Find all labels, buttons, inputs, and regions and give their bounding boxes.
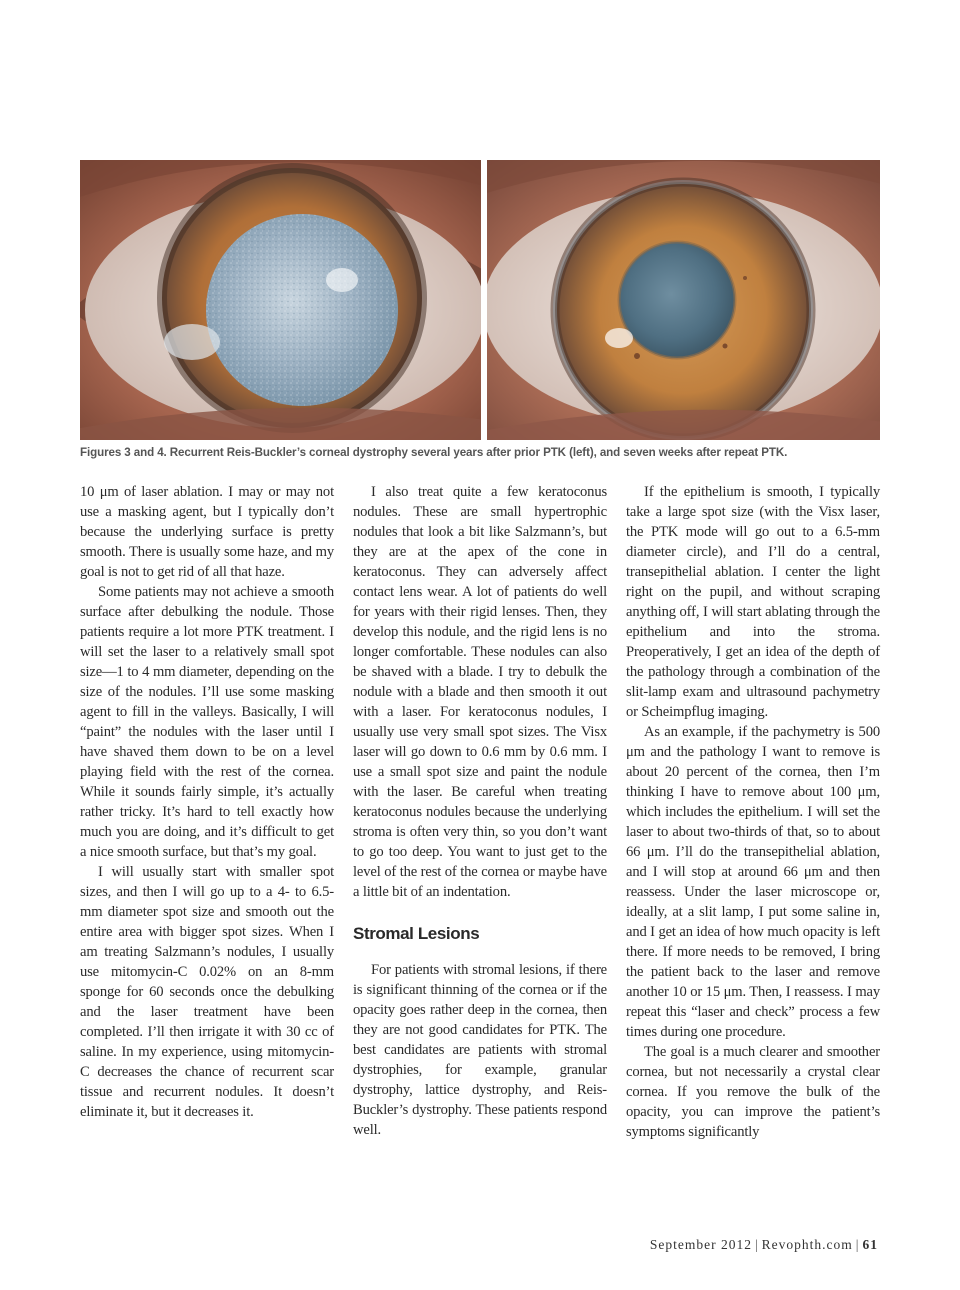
paragraph: If the epithelium is smooth, I typically take a large spot size (with the Visx laser, the PTK mode will go out to a 6.5-mm diameter circle), and I’ll do a central, transepithelial ablation. I center the light right on the pupil, and without scraping anything off, I will start ablating through the epithelium and into the stroma. Preoperatively, I get an idea of the depth of the pathology through a combination of the slit-lamp exam and ultrasound pachymetry or Scheimpflug imaging. [626, 484, 880, 720]
footer-date: September 2012 [649, 1237, 752, 1252]
text-column-1 [80, 482, 334, 1122]
paragraph: For patients with stromal lesions, if there is significant thinning of the cornea or if the opacity goes rather deep in the cornea, then they are not good candidates for PTK. The best candidates are patients with stromal dystrophies, for example, granular dystrophy, lattice dystrophy, and Reis-Buckler’s dystrophy. These patients respond well. [353, 962, 607, 1138]
page-footer [650, 1237, 878, 1253]
footer-site: Revophth.com [761, 1237, 853, 1252]
figure-caption: Figures 3 and 4. Recurrent Reis-Buckler’s corneal dystrophy several years after prior PTK (left), and seven weeks after repeat PTK. [80, 446, 788, 459]
paragraph: I also treat quite a few keratoconus nodules. These are small hypertrophic nodules that look a bit like Salzmann’s, but they are at the apex of the cone in keratoconus. They can adversely affect contact lens wear. A lot of patients do well for years with their rigid lenses. Then, they develop this nodule, and the rigid lens is no longer comfortable. These nodules can also be shaved with a blade. I try to debulk the nodule with a blade and then smooth it out with a laser. For keratoconus nodules, I usually use very small spot sizes. The Visx laser will go down to 0.6 mm by 0.6 mm. I use a small spot size and paint the nodule with the laser. Be careful when treating keratoconus nodules because the underlying stroma is often very thin, so you don’t want to go too deep. You want to just get to the level of the rest of the cornea or maybe have a little bit of an indentation. [353, 484, 607, 900]
page-number: 61 [862, 1237, 878, 1252]
text-column-2 [353, 482, 607, 1140]
figure-3-image [80, 160, 481, 440]
section-heading: Stromal Lesions [353, 924, 480, 943]
paragraph: I will usually start with smaller spot sizes, and then I will go up to a 4- to 6.5-mm diameter spot size and smooth out the entire area with bigger spot sizes. When I am treating Salzmann’s nodules, I usually use mitomycin-C 0.02% on an 8-mm sponge for 60 seconds once the debulking and the laser treatment have been completed. I’ll then irrigate it with 30 cc of saline. In my experience, using mitomycin-C decreases the chance of recurrent scar tissue and recurrent nodules. It doesn’t eliminate it, but it decreases it. [80, 864, 334, 1120]
paragraph: The goal is a much clearer and smoother cornea, but not necessarily a crystal clear cornea. If you remove the bulk of the opacity, you can improve the patient’s symptoms significantly [626, 1044, 880, 1140]
paragraph: 10 μm of laser ablation. I may or may not use a masking agent, but I typically don’t because the underlying surface is pretty smooth. There is usually some haze, and my goal is not to get rid of all that haze. [80, 484, 334, 580]
paragraph: As an example, if the pachymetry is 500 μm and the pathology I want to remove is about 20 percent of the cornea, then I’m thinking I have to remove about 100 μm, which includes the epithelium. I will set the laser to about two-thirds of that, so to about 66 μm. I’ll do the transepithelial ablation, and I will stop at around 66 μm and then reassess. Under the laser microscope or, ideally, at a slit lamp, I put some saline in, and I get an idea of how much opacity is left there. If more needs to be removed, I bring the patient back to the laser and remove another 10 or 15 μm. Then, I reassess. I may repeat this “laser and check” process a few times during one procedure. [626, 724, 880, 1040]
paragraph: Some patients may not achieve a smooth surface after debulking the nodule. Those patients require a lot more PTK treatment. I will set the laser to a relatively small spot size—1 to 4 mm diameter, depending on the size of the nodules. I’ll use some masking agent to fill in the valleys. Basically, I will “paint” the nodules with the laser until I have shaved them down to be on a level playing field with the rest of the cornea. While it sounds fairly simple, it’s actually rather tricky. It’s hard to tell exactly how much you are doing, and it’s difficult to get a nice smooth surface, but that’s my goal. [80, 584, 334, 860]
text-column-3 [626, 482, 880, 1142]
footer-separator: | [855, 1237, 860, 1252]
footer-separator: | [754, 1237, 759, 1252]
figure-4-image [487, 160, 880, 440]
figure-images [80, 160, 880, 440]
